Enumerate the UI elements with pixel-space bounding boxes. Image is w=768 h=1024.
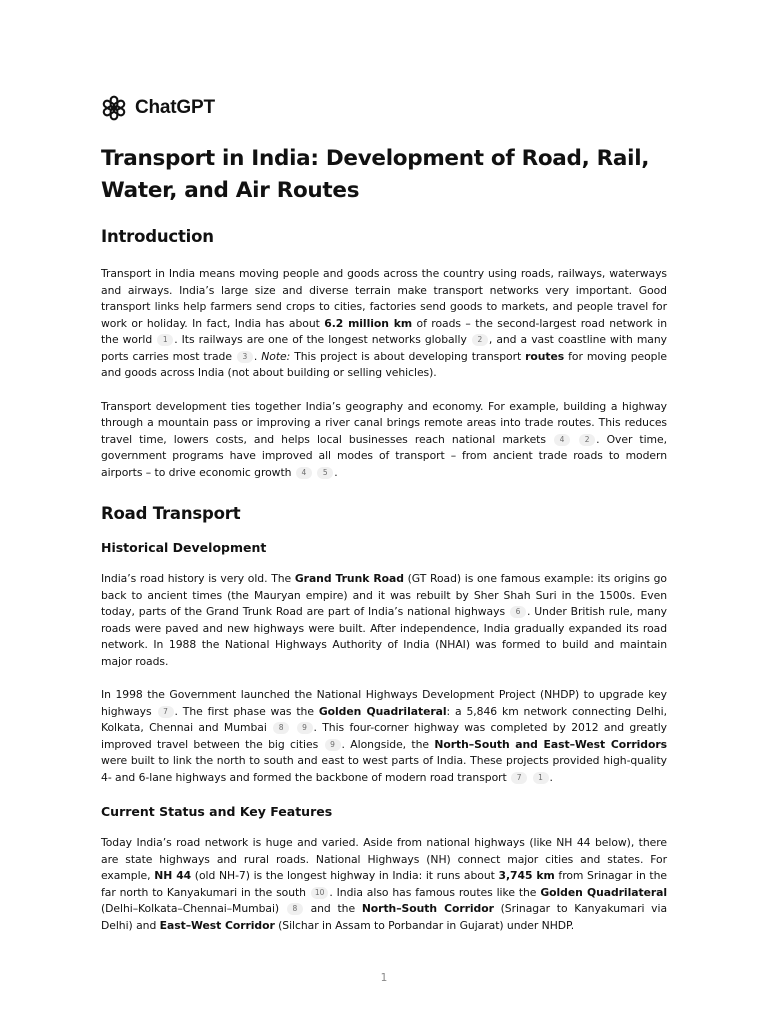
bold-text: NH 44 [154,869,192,882]
subsection-heading-current-status: Current Status and Key Features [101,804,333,819]
bold-text: East–West Corridor [159,918,275,932]
citation-badge[interactable]: 5 [317,467,333,479]
text: , and a vast coastline with many ports carries most trade [101,333,667,363]
brand-header [101,95,667,121]
text: . Over time, government programs have improved all modes of transport – from ancient trade roads to modern airports – to drive economic growth [101,432,667,479]
text: Today India’s road network is huge and varied. Aside from national highways (like NH 44 below), there are state highways and rural roads. National Highways (NH) connect major cities and states. For example, [101,836,667,882]
text: (Srinagar to Kanyakumari via Delhi) and [101,902,668,932]
text: (GT Road) is one famous example: its origins go back to ancient times (the Mauryan empire) and it was rebuilt by Sher Shah Suri in the 1500s. Even today, parts of the Grand Trunk Road are part of India’s national highways [101,572,667,618]
citation-badge[interactable]: 2 [579,434,595,446]
text: and the [303,902,362,915]
road-paragraph-2 [101,687,667,786]
text: . Under British rule, many roads were paved and new highways were built. After independence, India gradually expanded its road network. In 1988 the National Highways Authority of India (NHAI) was formed to build and maintain major roads. [101,605,668,668]
text: In 1998 the Government launched the National Highways Development Project (NHDP) to upgrade key highways [101,688,667,718]
section-heading-introduction: Introduction [101,227,214,246]
citation-badge[interactable]: 4 [296,467,312,479]
text: Transport in India means moving people and goods across the country using roads, railways, waterways and airways. India’s large size and diverse terrain make transport networks very important. Good transport links help farmers send crops to cities, factories send goods to markets, and people travel for work or holiday. In fact, India has about [101,267,667,330]
text: This project is about developing transport [290,349,526,363]
intro-paragraph-2 [101,399,667,482]
citation-badge[interactable]: 2 [472,334,488,346]
citation-badge[interactable]: 8 [273,722,289,734]
bold-text: North–South and East–West Corridors [434,737,668,751]
text: (Delhi–Kolkata–Chennai–Mumbai) [101,902,286,915]
citation-badge[interactable]: 9 [297,722,313,734]
road-paragraph-3 [101,835,667,934]
text: . Its railways are one of the longest networks globally [174,333,471,346]
text: for moving people and goods across India (not about building or selling vehicles). [101,349,668,379]
brand-name: ChatGPT [135,97,215,118]
text: India’s road history is very old. The [101,572,295,585]
text: : a 5,846 km network connecting Delhi, Kolkata, Chennai and Mumbai [101,704,668,734]
document-title: Transport in India: Development of Road, Rail, Water, and Air Routes [101,146,650,203]
text: (old NH-7) is the longest highway in India: it runs about [191,869,499,882]
text: of roads – the second-largest road network in the world [101,316,667,346]
road-paragraph-1 [101,571,667,670]
text: . [549,770,553,784]
section-heading-road-transport: Road Transport [101,504,241,523]
text: . [334,465,338,479]
citation-badge[interactable]: 3 [237,351,253,363]
citation-badge[interactable]: 1 [157,334,173,346]
bold-text: Golden Quadrilateral [540,885,668,899]
subsection-heading-historical: Historical Development [101,540,267,555]
text: . This four-corner highway was completed by 2012 and greatly improved travel between the big cities [101,721,667,751]
text: . The first phase was the [174,704,319,718]
citation-badge[interactable]: 1 [533,772,549,784]
text: . Alongside, the [341,737,435,751]
text: . India also has famous routes like the [329,885,541,899]
text: (Silchar in Assam to Porbandar in Gujarat) under NHDP. [274,918,575,932]
note-label: Note: [261,349,291,363]
citation-badge[interactable]: 7 [158,706,174,718]
text: Transport development ties together India’s geography and economy. For example, building a highway through a mountain pass or improving a river canal brings remote areas into trade routes. This reduces travel time, lowers costs, and helps local businesses reach national markets [101,399,667,446]
citation-badge[interactable]: 9 [325,739,341,751]
page-number: 1 [380,972,388,984]
bold-text: North–South Corridor [361,902,494,915]
text: from Srinagar in the far north to Kanyakumari in the south [101,869,667,899]
document-body [101,95,667,951]
bold-text: 6.2 million km [324,316,413,330]
citation-badge[interactable]: 6 [510,606,526,618]
intro-paragraph-1 [101,266,667,382]
citation-badge[interactable]: 10 [311,887,328,899]
bold-text: 3,745 km [498,869,555,882]
citation-badge[interactable]: 4 [554,434,570,446]
text: . [253,349,262,363]
bold-text: Golden Quadrilateral [318,704,447,718]
bold-text: routes [525,349,565,363]
openai-knot-icon [101,95,127,121]
citation-badge[interactable]: 8 [287,903,303,915]
text: were built to link the north to south and east to west parts of India. These projects provided high-quality 4- and 6-lane highways and formed the backbone of modern road transport [101,754,667,784]
bold-text: Grand Trunk Road [294,572,404,585]
citation-badge[interactable]: 7 [511,772,527,784]
